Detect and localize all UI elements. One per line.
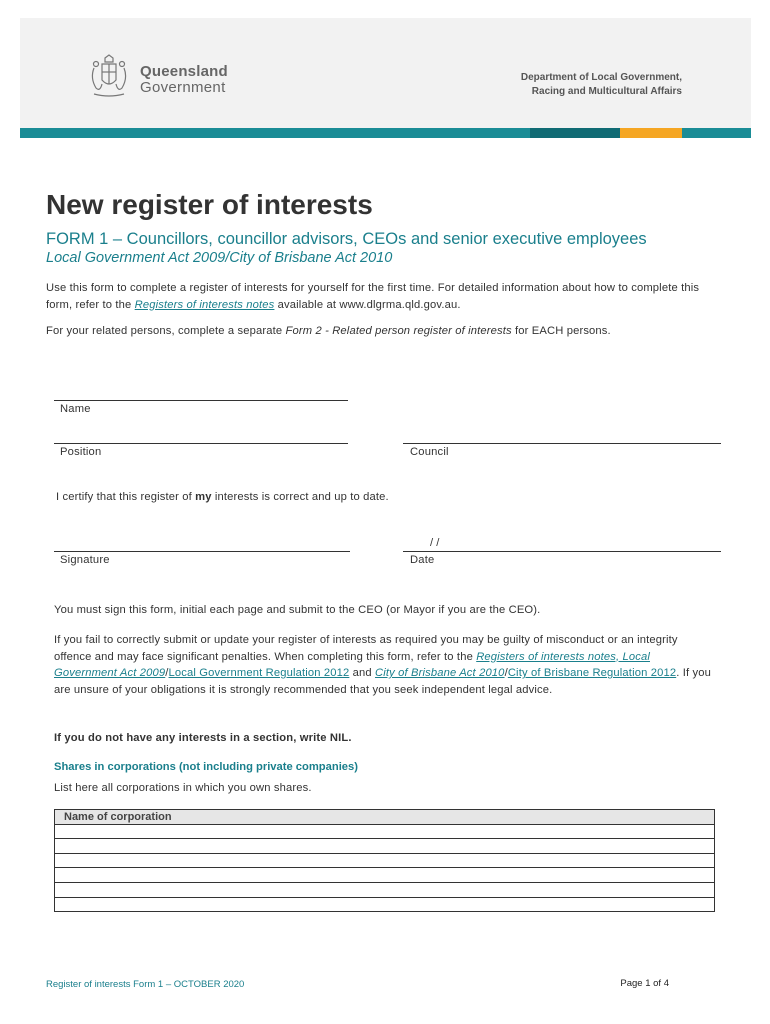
position-input-line[interactable] — [54, 443, 348, 444]
header-stripe-orange — [620, 128, 682, 138]
table-row — [55, 868, 715, 883]
queensland-government-logo — [88, 54, 238, 102]
date-input-line[interactable] — [403, 551, 721, 552]
corporation-cell[interactable] — [55, 824, 715, 839]
form-subtitle: FORM 1 – Councillors, councillor advisors, CEOs and senior executive employees — [46, 230, 647, 248]
related-text-1: For your related persons, complete a separate — [46, 325, 286, 337]
registers-notes-lg-act-link[interactable]: Registers of interests notes, Local Government Act 2009 — [54, 650, 650, 679]
column-header-corporation: Name of corporation — [55, 810, 715, 825]
header-stripe-dark-teal — [530, 128, 620, 138]
registers-notes-link[interactable]: Registers of interests notes — [134, 298, 275, 311]
page-title: New register of interests — [46, 189, 373, 220]
certify-text-1: I certify that this register of — [56, 491, 196, 503]
signature-input-line[interactable] — [54, 551, 350, 552]
certify-statement — [56, 489, 389, 506]
footer-page-number: Page 1 of 4 — [620, 978, 669, 989]
intro-text-1: Use this form to complete a register of interests for yourself for the first time. For detailed information about how to complete this form, refer to the — [46, 282, 700, 311]
warning-text-2: . If you are unsure of your obligations it is strongly recommended that you seek independent legal advice. — [54, 667, 711, 696]
form2-name: Form 2 - Related person register of interests — [285, 325, 512, 337]
corporation-cell[interactable] — [55, 839, 715, 854]
name-label: Name — [60, 403, 91, 415]
table-header-row — [55, 810, 715, 825]
logo-text-queensland: Queensland — [140, 63, 228, 80]
intro-paragraph — [46, 280, 711, 313]
related-text-2: for EACH persons. — [511, 325, 611, 337]
related-persons-paragraph — [46, 323, 726, 340]
signature-label: Signature — [60, 554, 110, 566]
table-row — [55, 882, 715, 897]
table-row — [55, 897, 715, 912]
act-subtitle: Local Government Act 2009/City of Brisbane Act 2010 — [46, 250, 393, 266]
warning-and: and — [349, 667, 375, 679]
certify-bold-my: my — [195, 491, 212, 503]
header-stripe-teal-end — [682, 128, 751, 138]
department-line2: Racing and Multicultural Affairs — [531, 86, 682, 97]
warning-sep-1: / — [165, 667, 169, 679]
warning-text-1: If you fail to correctly submit or update your register of interests as required you may be guilty of misconduct or an integrity offence and may face significant penalties. When completing this form, refer to the — [54, 634, 678, 663]
shares-instruction: List here all corporations in which you own shares. — [54, 782, 312, 794]
corporation-cell[interactable] — [55, 882, 715, 897]
council-label: Council — [410, 446, 449, 458]
logo-text-government: Government — [140, 79, 226, 96]
footer-form-id: Register of interests Form 1 – OCTOBER 2020 — [46, 979, 245, 990]
brisbane-act-link[interactable]: City of Brisbane Act 2010 — [374, 667, 505, 679]
warning-sep-2: / — [504, 667, 508, 679]
corporation-cell[interactable] — [55, 897, 715, 912]
certify-text-2: interests is correct and up to date. — [211, 491, 389, 503]
department-name — [521, 71, 682, 99]
shares-section-heading: Shares in corporations (not including private companies) — [54, 761, 358, 773]
department-line1: Department of Local Government, — [520, 72, 682, 83]
table-row — [55, 824, 715, 839]
position-label: Position — [60, 446, 102, 458]
coat-of-arms-icon — [88, 54, 130, 100]
corporations-table — [54, 809, 715, 912]
intro-text-2: available at www.dlgrma.qld.gov.au. — [274, 298, 461, 311]
council-input-line[interactable] — [403, 443, 721, 444]
brisbane-regulation-link[interactable]: City of Brisbane Regulation 2012 — [507, 667, 677, 679]
date-label: Date — [410, 554, 435, 566]
nil-note: If you do not have any interests in a section, write NIL. — [54, 732, 352, 744]
header-stripe-teal — [20, 128, 530, 138]
corporation-cell[interactable] — [55, 853, 715, 868]
sign-instruction: You must sign this form, initial each page and submit to the CEO (or Mayor if you are the CEO). — [54, 604, 541, 616]
table-row — [55, 839, 715, 854]
name-input-line[interactable] — [54, 400, 348, 401]
date-slashes: / / — [430, 537, 440, 549]
corporation-cell[interactable] — [55, 868, 715, 883]
warning-paragraph — [54, 632, 714, 698]
table-row — [55, 853, 715, 868]
lg-regulation-link[interactable]: Local Government Regulation 2012 — [168, 667, 350, 679]
